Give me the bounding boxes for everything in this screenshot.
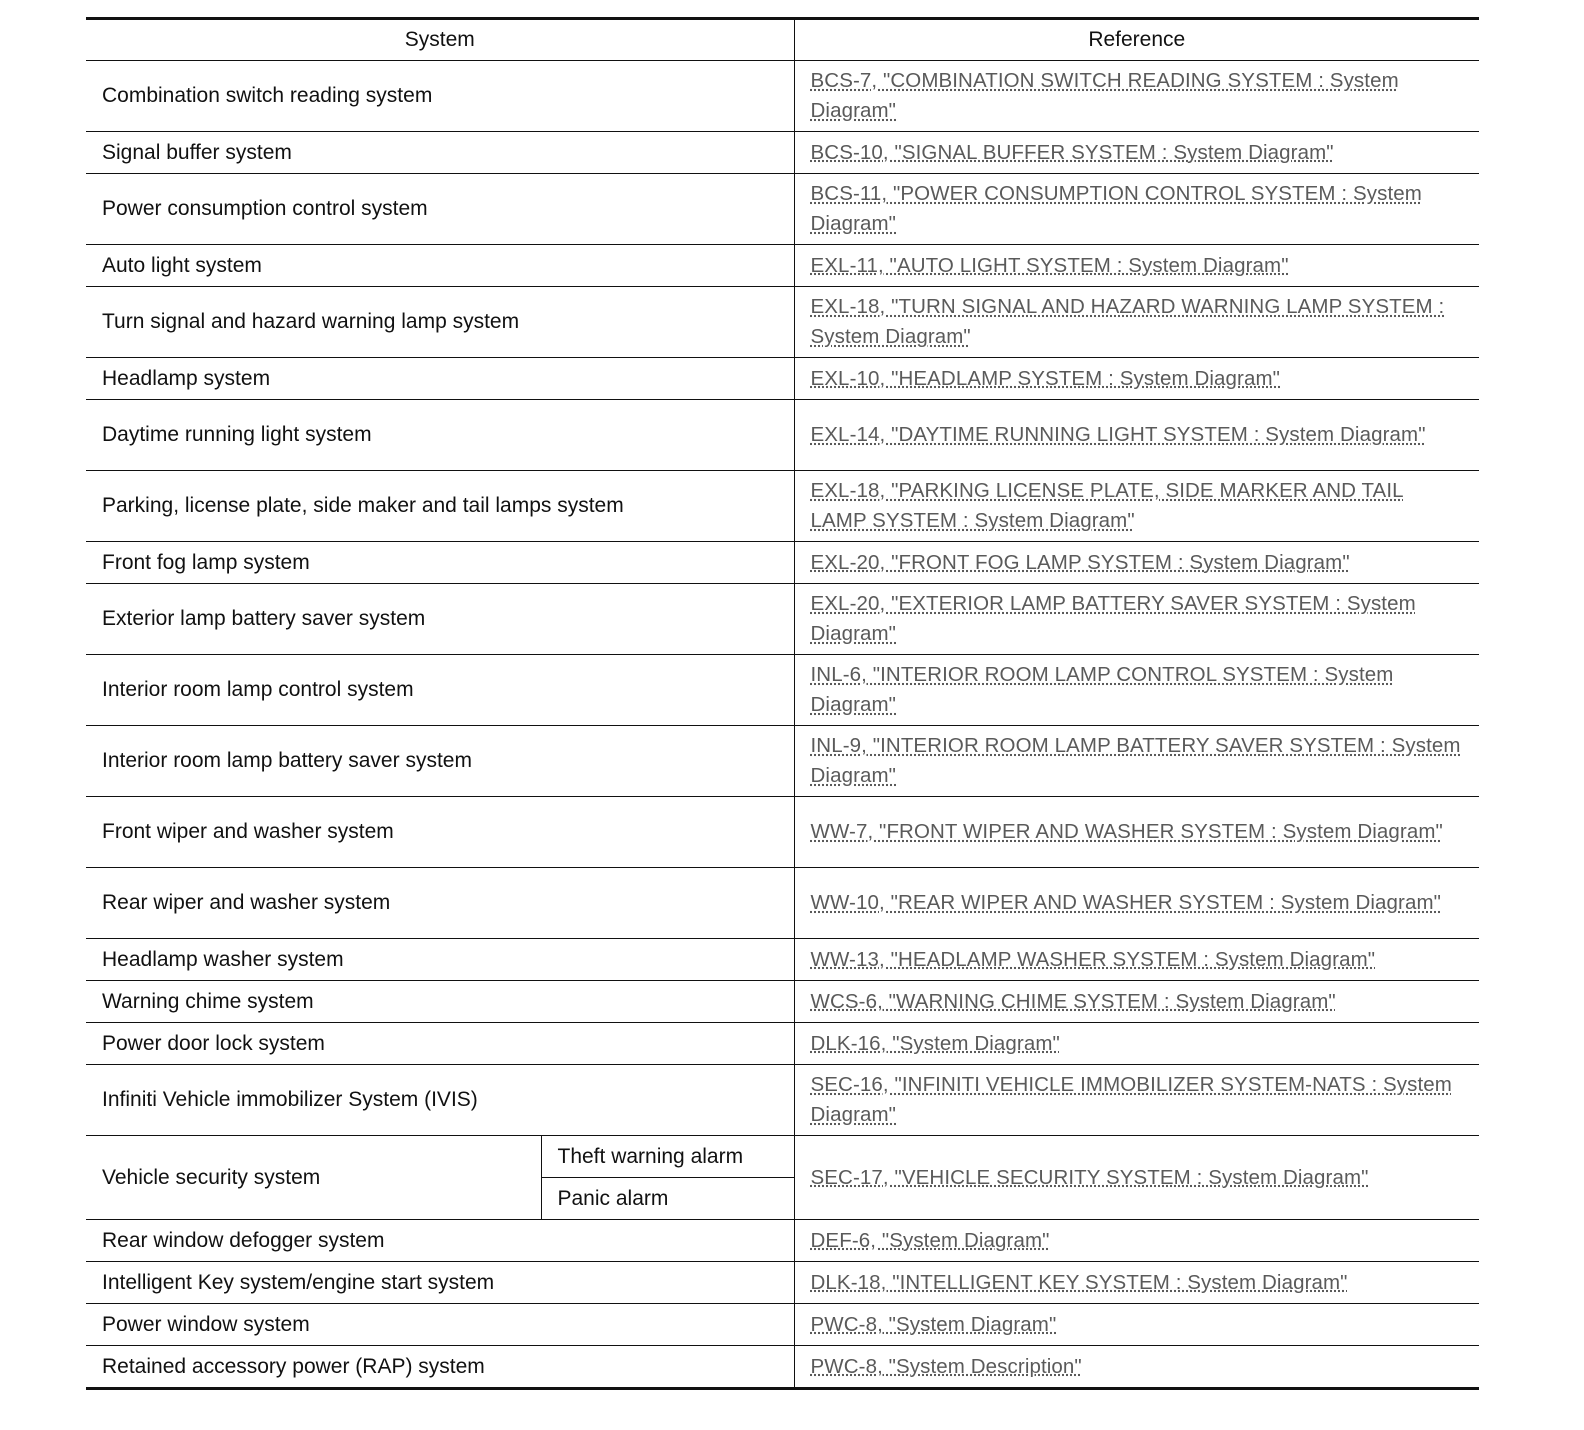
- reference-link[interactable]: EXL-11, "AUTO LIGHT SYSTEM : System Diagram": [810, 253, 1289, 277]
- table-row: [86, 287, 1479, 358]
- reference-cell: [794, 868, 1479, 939]
- table-header-row: [86, 19, 1479, 61]
- table-row: [86, 1220, 1479, 1262]
- reference-cell: [794, 174, 1479, 245]
- table-row: [86, 1136, 1479, 1178]
- table-row: [86, 400, 1479, 471]
- reference-link[interactable]: EXL-14, "DAYTIME RUNNING LIGHT SYSTEM : System Diagram": [810, 423, 1426, 446]
- system-cell: Front wiper and washer system: [86, 797, 794, 868]
- reference-cell: [794, 400, 1479, 471]
- system-cell: Turn signal and hazard warning lamp system: [86, 287, 794, 358]
- table-row: [86, 174, 1479, 245]
- subsystem-cell: Panic alarm: [541, 1178, 794, 1220]
- system-cell: Vehicle security system: [86, 1136, 541, 1220]
- system-reference-table: [86, 17, 1479, 1390]
- reference-link[interactable]: INL-9, "INTERIOR ROOM LAMP BATTERY SAVER SYSTEM : System Diagram": [810, 734, 1461, 787]
- reference-cell: [794, 245, 1479, 287]
- reference-link[interactable]: BCS-10, "SIGNAL BUFFER SYSTEM : System Diagram": [810, 140, 1334, 164]
- system-cell: Exterior lamp battery saver system: [86, 584, 794, 655]
- system-cell: Headlamp washer system: [86, 939, 794, 981]
- table-row: [86, 61, 1479, 132]
- reference-cell: [794, 1136, 1479, 1220]
- header-reference: Reference: [794, 19, 1479, 61]
- reference-link[interactable]: SEC-17, "VEHICLE SECURITY SYSTEM : System Diagram": [810, 1165, 1369, 1189]
- reference-cell: [794, 1220, 1479, 1262]
- system-cell: Power window system: [86, 1304, 794, 1346]
- system-cell: Power door lock system: [86, 1023, 794, 1065]
- reference-cell: [794, 358, 1479, 400]
- system-cell: Daytime running light system: [86, 400, 794, 471]
- table-row: [86, 1346, 1479, 1389]
- table-row: [86, 868, 1479, 939]
- table-row: [86, 542, 1479, 584]
- reference-cell: [794, 132, 1479, 174]
- reference-cell: [794, 1065, 1479, 1136]
- table-row: [86, 132, 1479, 174]
- reference-link[interactable]: PWC-8, "System Description": [810, 1354, 1082, 1378]
- table-row: [86, 939, 1479, 981]
- system-cell: Warning chime system: [86, 981, 794, 1023]
- table-row: [86, 584, 1479, 655]
- system-cell: Rear window defogger system: [86, 1220, 794, 1262]
- reference-cell: [794, 797, 1479, 868]
- reference-link[interactable]: BCS-11, "POWER CONSUMPTION CONTROL SYSTEM : System Diagram": [810, 182, 1422, 235]
- table-row: [86, 655, 1479, 726]
- reference-cell: [794, 655, 1479, 726]
- reference-cell: [794, 584, 1479, 655]
- reference-link[interactable]: EXL-18, "PARKING LICENSE PLATE, SIDE MARKER AND TAIL LAMP SYSTEM : System Diagram": [810, 479, 1404, 532]
- table-row: [86, 245, 1479, 287]
- system-cell: Infiniti Vehicle immobilizer System (IVIS): [86, 1065, 794, 1136]
- reference-link[interactable]: WW-7, "FRONT WIPER AND WASHER SYSTEM : System Diagram": [810, 820, 1443, 843]
- reference-cell: [794, 1304, 1479, 1346]
- system-cell: Parking, license plate, side maker and tail lamps system: [86, 471, 794, 542]
- reference-cell: [794, 287, 1479, 358]
- reference-link[interactable]: EXL-20, "EXTERIOR LAMP BATTERY SAVER SYSTEM : System Diagram": [810, 592, 1416, 645]
- table-row: [86, 797, 1479, 868]
- reference-link[interactable]: WW-13, "HEADLAMP WASHER SYSTEM : System Diagram": [810, 947, 1376, 971]
- reference-link[interactable]: SEC-16, "INFINITI VEHICLE IMMOBILIZER SYSTEM-NATS : System Diagram": [810, 1073, 1452, 1126]
- reference-link[interactable]: DEF-6, "System Diagram": [810, 1228, 1050, 1252]
- reference-cell: [794, 1346, 1479, 1389]
- reference-cell: [794, 1262, 1479, 1304]
- table-row: [86, 1065, 1479, 1136]
- table-row: [86, 1304, 1479, 1346]
- system-cell: Interior room lamp control system: [86, 655, 794, 726]
- reference-link[interactable]: DLK-18, "INTELLIGENT KEY SYSTEM : System Diagram": [810, 1270, 1348, 1294]
- reference-cell: [794, 542, 1479, 584]
- reference-link[interactable]: PWC-8, "System Diagram": [810, 1312, 1057, 1336]
- reference-link[interactable]: EXL-20, "FRONT FOG LAMP SYSTEM : System Diagram": [810, 550, 1350, 574]
- reference-link[interactable]: BCS-7, "COMBINATION SWITCH READING SYSTEM : System Diagram": [810, 69, 1399, 122]
- reference-link[interactable]: WW-10, "REAR WIPER AND WASHER SYSTEM : System Diagram": [810, 891, 1442, 914]
- table-row: [86, 1023, 1479, 1065]
- reference-cell: [794, 1023, 1479, 1065]
- system-cell: Headlamp system: [86, 358, 794, 400]
- reference-link[interactable]: DLK-16, "System Diagram": [810, 1031, 1060, 1055]
- system-cell: Power consumption control system: [86, 174, 794, 245]
- system-cell: Retained accessory power (RAP) system: [86, 1346, 794, 1389]
- system-cell: Combination switch reading system: [86, 61, 794, 132]
- system-cell: Auto light system: [86, 245, 794, 287]
- reference-link[interactable]: EXL-18, "TURN SIGNAL AND HAZARD WARNING LAMP SYSTEM : System Diagram": [810, 295, 1445, 348]
- reference-cell: [794, 981, 1479, 1023]
- reference-link[interactable]: WCS-6, "WARNING CHIME SYSTEM : System Diagram": [810, 989, 1336, 1013]
- reference-link[interactable]: EXL-10, "HEADLAMP SYSTEM : System Diagram": [810, 366, 1281, 390]
- table-row: [86, 981, 1479, 1023]
- system-cell: Front fog lamp system: [86, 542, 794, 584]
- table-row: [86, 726, 1479, 797]
- reference-cell: [794, 939, 1479, 981]
- reference-cell: [794, 726, 1479, 797]
- system-cell: Intelligent Key system/engine start system: [86, 1262, 794, 1304]
- reference-cell: [794, 61, 1479, 132]
- table-row: [86, 1262, 1479, 1304]
- table-row: [86, 471, 1479, 542]
- table-row: [86, 358, 1479, 400]
- subsystem-cell: Theft warning alarm: [541, 1136, 794, 1178]
- system-cell: Interior room lamp battery saver system: [86, 726, 794, 797]
- reference-cell: [794, 471, 1479, 542]
- reference-link[interactable]: INL-6, "INTERIOR ROOM LAMP CONTROL SYSTEM : System Diagram": [810, 663, 1394, 716]
- system-cell: Signal buffer system: [86, 132, 794, 174]
- system-cell: Rear wiper and washer system: [86, 868, 794, 939]
- header-system: System: [86, 19, 794, 61]
